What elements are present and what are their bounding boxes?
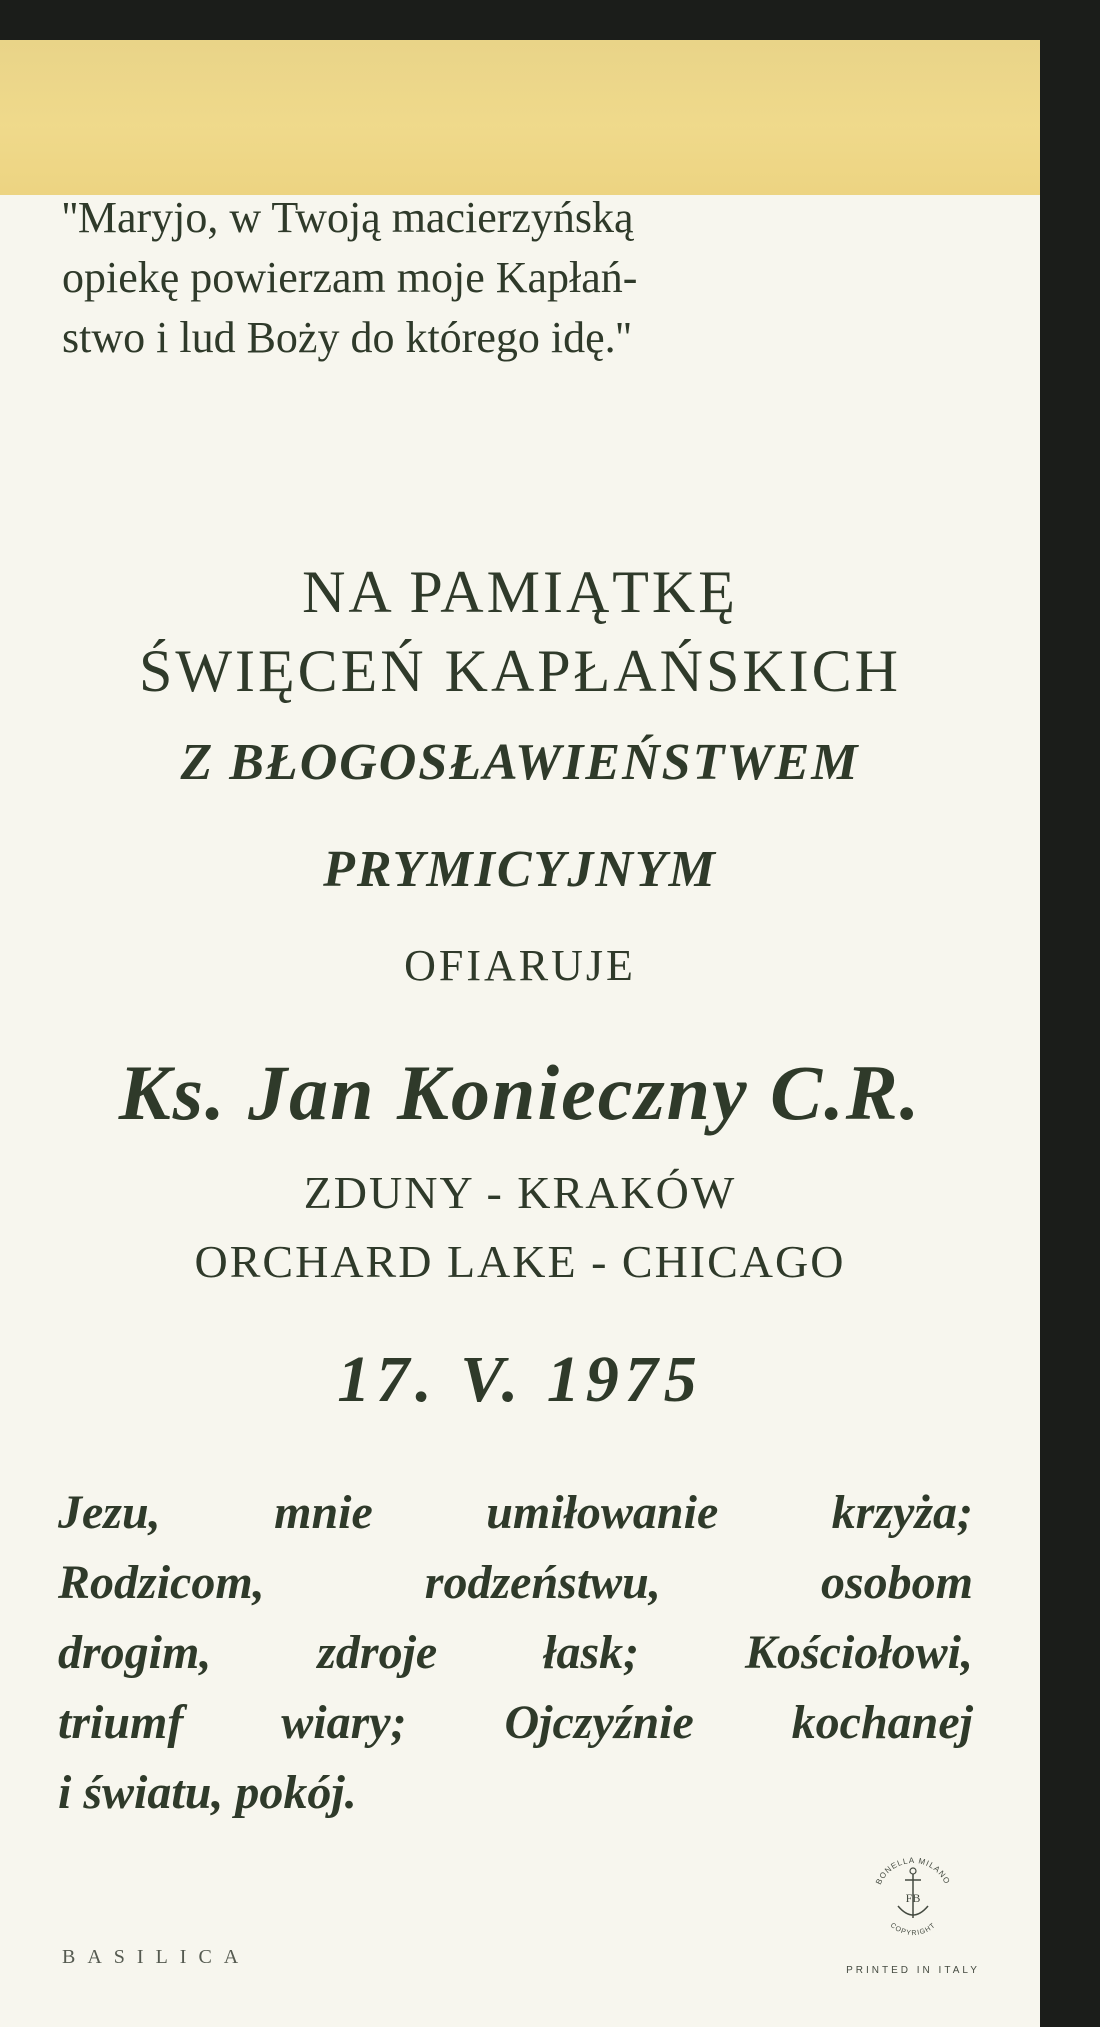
heading-line-2: ŚWIĘCEŃ KAPŁAŃSKICH: [139, 638, 901, 704]
printed-in-italy: PRINTED IN ITALY: [846, 1965, 980, 1976]
quote-line: stwo i lud Boży do którego idę.'': [62, 313, 632, 362]
quote-line: ''Maryjo, w Twoją macierzyńską: [62, 193, 634, 242]
prayer-line: Rodzicom, rodzeństwu, osobom: [58, 1556, 973, 1609]
prayer-line: Jezu, mnie umiłowanie krzyża;: [58, 1486, 973, 1539]
prayer-line: i światu, pokój.: [58, 1766, 357, 1819]
offer-label: OFIARUJE: [404, 941, 636, 990]
priest-name: Ks. Jan Konieczny C.R.: [118, 1049, 922, 1136]
places-line-2: ORCHARD LAKE - CHICAGO: [194, 1236, 846, 1287]
tape-strip: [0, 40, 1040, 195]
places-line-1: ZDUNY - KRAKÓW: [303, 1167, 737, 1218]
svg-text:COPYRIGHT: [889, 1922, 938, 1937]
quote-line: opiekę powierzam moje Kapłań-: [62, 253, 638, 302]
ordination-date: 17. V. 1975: [337, 1343, 703, 1416]
prayer-line: drogim, zdroje łask; Kościołowi,: [58, 1626, 973, 1679]
prayer-block: [58, 1478, 973, 1828]
prayer-line: triumf wiary; Ojczyźnie kochanej: [58, 1696, 973, 1749]
logo-letters: FB: [905, 1891, 921, 1905]
subheading-line-1: Z BŁOGOSŁAWIEŃSTWEM: [180, 734, 860, 791]
publisher-logo-icon: [858, 1840, 968, 1950]
heading-line-1: NA PAMIĄTKĘ: [302, 559, 738, 625]
publisher-mark: BASILICA: [62, 1946, 251, 1968]
holy-card: [0, 40, 1040, 2027]
logo-ring-text: BONELLA MILANO: [874, 1855, 952, 1886]
logo-copyright-text: COPYRIGHT: [888, 1921, 938, 1938]
subheading-line-2: PRYMICYJNYM: [323, 841, 717, 898]
quote-block: [62, 188, 982, 368]
